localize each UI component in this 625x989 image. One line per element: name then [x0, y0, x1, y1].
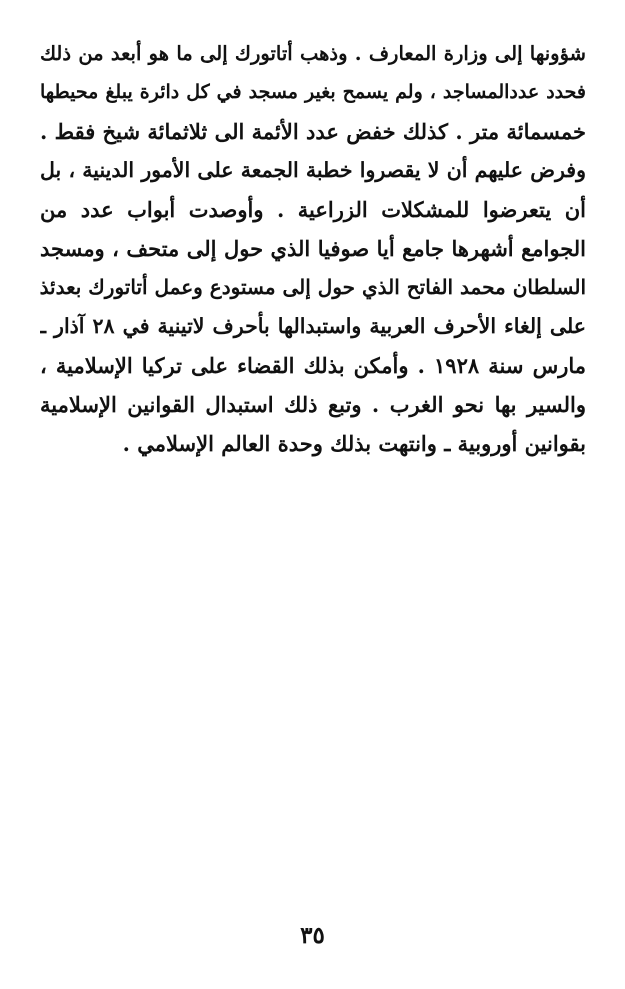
text-line: والسير بها نحو الغرب . وتبع ذلك استبدال القوانين الإسلامية: [40, 392, 586, 417]
body-text: [40, 34, 586, 463]
text-line: شؤونها إلى وزارة المعارف . وذهب أتاتورك إلى ما هو أبعد من ذلك: [40, 42, 586, 65]
text-line: خمسمائة متر . كذلك خفض عدد الأئمة الى ثلاثمائة شيخ فقط .: [40, 119, 586, 144]
text-line: على إلغاء الأحرف العربية واستبدالها بأحرف لاتينية في ٢٨ آذار ـ: [40, 314, 586, 338]
text-line: فحدد عددالمساجد ، ولم يسمح بغير مسجد في كل دائرة يبلغ محيطها: [40, 81, 586, 103]
text-line: مارس سنة ١٩٢٨ . وأمكن بذلك القضاء على تركيا الإسلامية ،: [40, 353, 586, 378]
text-line: أن يتعرضوا للمشكلات الزراعية . وأوصدت أبواب عدد من: [40, 197, 586, 222]
text-line: الجوامع أشهرها جامع أيا صوفيا الذي حول إلى متحف ، ومسجد: [40, 236, 586, 261]
text-line: وفرض عليهم أن لا يقصروا خطبة الجمعة على الأمور الدينية ، بل: [40, 158, 586, 182]
page-number: ٣٥: [300, 922, 325, 949]
text-line: بقوانين أوروبية ـ وانتهت بذلك وحدة العالم الإسلامي .: [122, 431, 586, 456]
text-line: السلطان محمد الفاتح الذي حول إلى مستودع وعمل أتاتورك بعدئذ: [40, 275, 586, 299]
